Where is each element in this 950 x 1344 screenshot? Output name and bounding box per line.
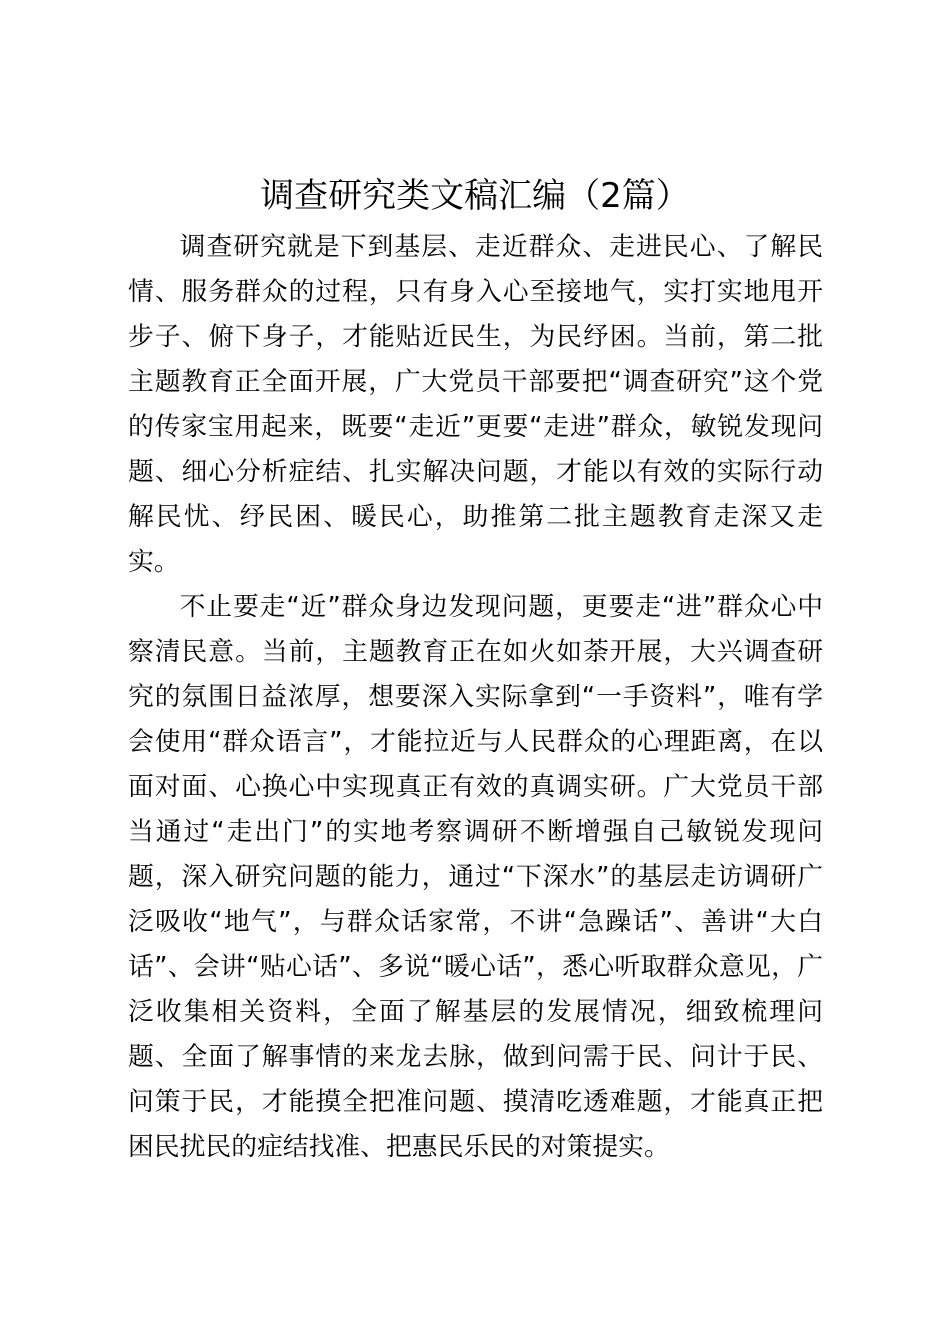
document-body bbox=[128, 225, 823, 1170]
document-title: 调查研究类文稿汇编（2篇） bbox=[260, 176, 690, 216]
paragraph-1: 调查研究就是下到基层、走近群众、走进民心、了解民情、服务群众的过程，只有身入心至接地气，实打实地甩开步子、俯下身子，才能贴近民生，为民纾困。当前，第二批主题教育正全面开展，广大党员干部要把“调查研究”这个党的传家宝用起来，既要“走近”更要“走进”群众，敏锐发现问题、细心分析症结、扎实解决问题，才能以有效的实际行动解民忧、纾民困、暖民心，助推第二批主题教育走深又走实。 bbox=[128, 232, 823, 577]
paragraph-2: 不止要走“近”群众身边发现问题，更要走“进”群众心中察清民意。当前，主题教育正在如火如荼开展，大兴调查研究的氛围日益浓厚，想要深入实际拿到“一手资料”，唯有学会使用“群众语言”，才能拉近与人民群众的心理距离，在以面对面、心换心中实现真正有效的真调实研。广大党员干部当通过“走出门”的实地考察调研不断增强自己敏锐发现问题，深入研究问题的能力，通过“下深水”的基层走访调研广泛吸收“地气”，与群众话家常，不讲“急躁话”、善讲“大白话”、会讲“贴心话”、多说“暖心话”，悉心听取群众意见，广泛收集相关资料，全面了解基层的发展情况，细致梳理问题、全面了解事情的来龙去脉，做到问需于民、问计于民、问策于民，才能摸全把准问题、摸清吃透难题，才能真正把困民扰民的症结找准、把惠民乐民的对策提实。 bbox=[128, 592, 823, 1162]
